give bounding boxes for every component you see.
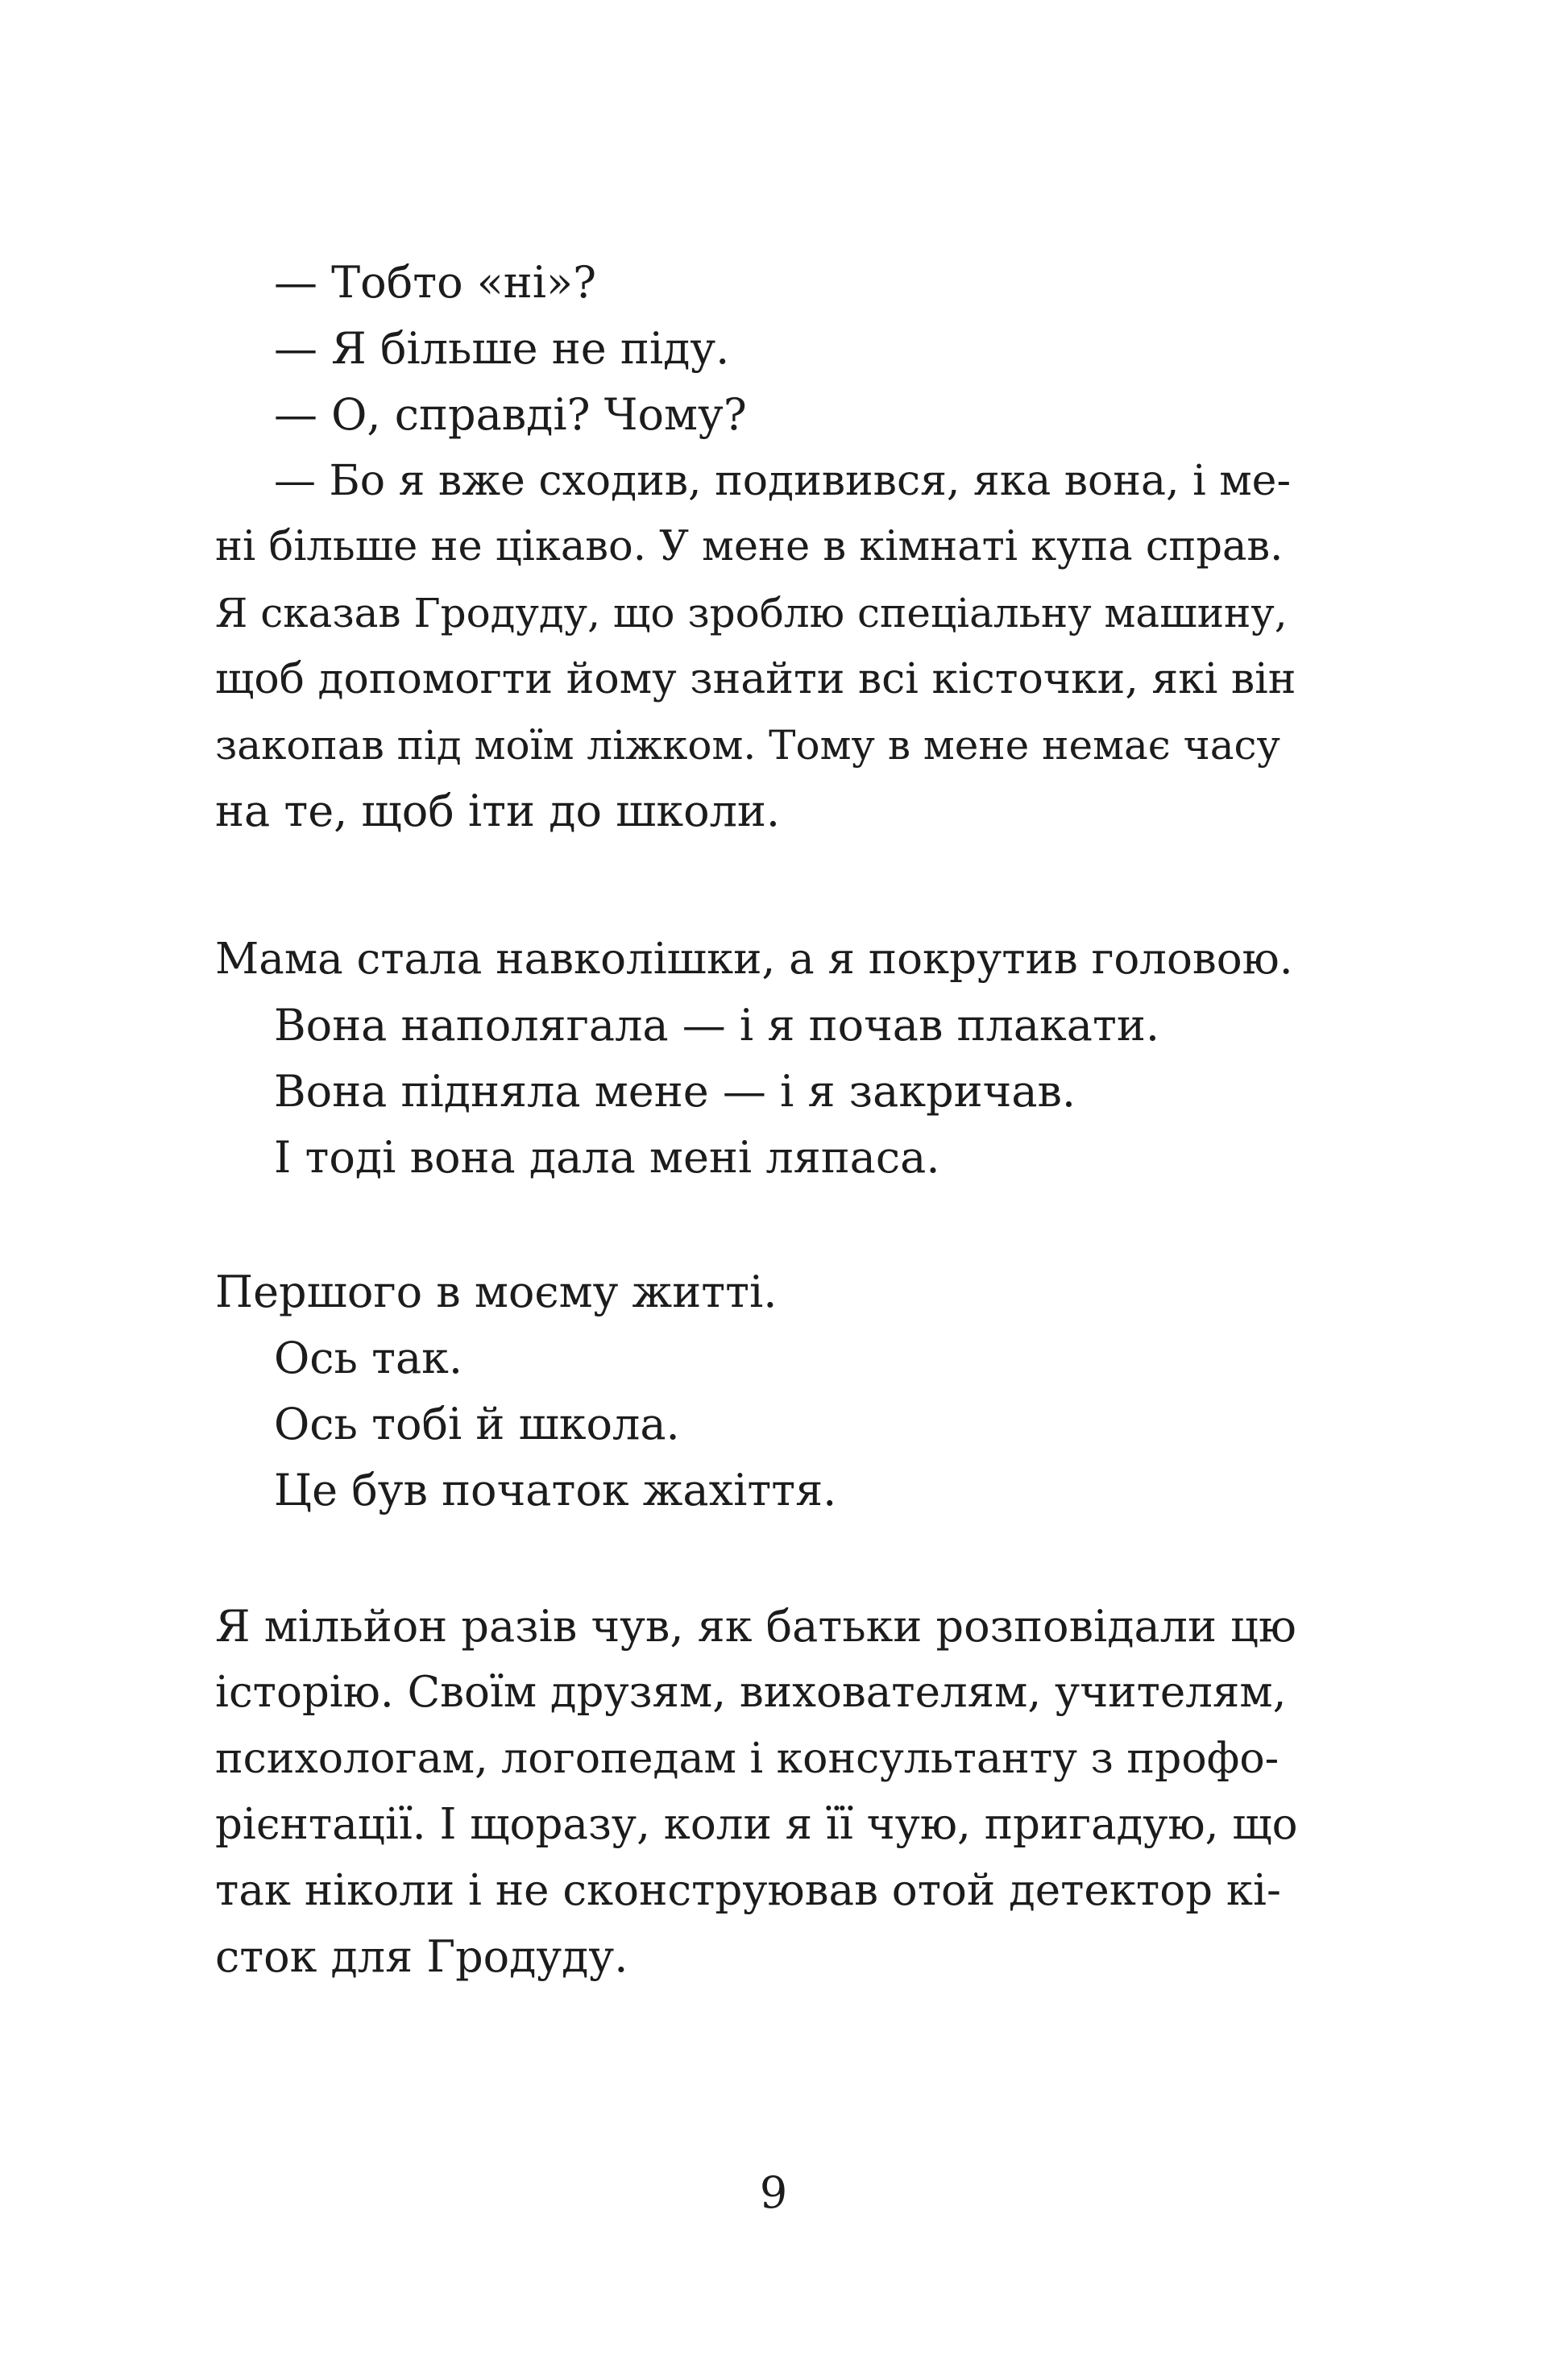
text-line: закопав під моїм ліжком. Тому в мене немає часу bbox=[215, 722, 1280, 769]
text-line: — Тобто «ні»? bbox=[274, 257, 597, 308]
text-line: ні більше не цікаво. У мене в кімнаті купа справ. bbox=[215, 523, 1284, 570]
paragraph-story-retold bbox=[215, 1594, 1299, 1990]
text-line: щоб допомогти йому знайти всі кісточки, які він bbox=[215, 655, 1296, 703]
text-line: Я мільйон разів чув, як батьки розповідали цю bbox=[215, 1601, 1296, 1652]
text-line: Першого в моєму житті. bbox=[215, 1267, 778, 1317]
text-line: Ось тобі й школа. bbox=[274, 1399, 680, 1449]
text-line: — О, справді? Чому? bbox=[274, 389, 747, 440]
text-line: сток для Гродуду. bbox=[215, 1931, 628, 1982]
paragraph-mom-reaction bbox=[215, 927, 1299, 1191]
text-line: Мама стала навколішки, а я покрутив головою. bbox=[215, 935, 1293, 984]
text-line: Ось так. bbox=[274, 1333, 463, 1383]
text-line: Я сказав Гродуду, що зроблю спеціальну машину, bbox=[215, 590, 1288, 636]
text-line: Це був початок жахіття. bbox=[274, 1465, 837, 1515]
text-line: Вона наполягала — і я почав плакати. bbox=[274, 1000, 1160, 1051]
text-line: історію. Своїм друзям, вихователям, учителям, bbox=[215, 1668, 1287, 1717]
paragraph-dialogue bbox=[215, 250, 1299, 844]
text-line: І тоді вона дала мені ляпаса. bbox=[274, 1132, 940, 1183]
text-line: рієнтації. І щоразу, коли я її чую, пригадую, що bbox=[215, 1800, 1298, 1849]
text-line: на те, щоб іти до школи. bbox=[215, 786, 781, 836]
text-line: психологам, логопедам і консультанту з профо- bbox=[215, 1735, 1279, 1783]
text-line: так ніколи і не сконструював отой детектор кі- bbox=[215, 1866, 1281, 1915]
text-line: Вона підняла мене — і я закричав. bbox=[274, 1066, 1076, 1117]
text-line: — Я більше не піду. bbox=[274, 323, 730, 374]
text-line: — Бо я вже сходив, подивився, яка вона, і ме- bbox=[274, 457, 1292, 505]
page-number: 9 bbox=[759, 2167, 788, 2218]
paragraph-first-slap bbox=[215, 1259, 1299, 1524]
